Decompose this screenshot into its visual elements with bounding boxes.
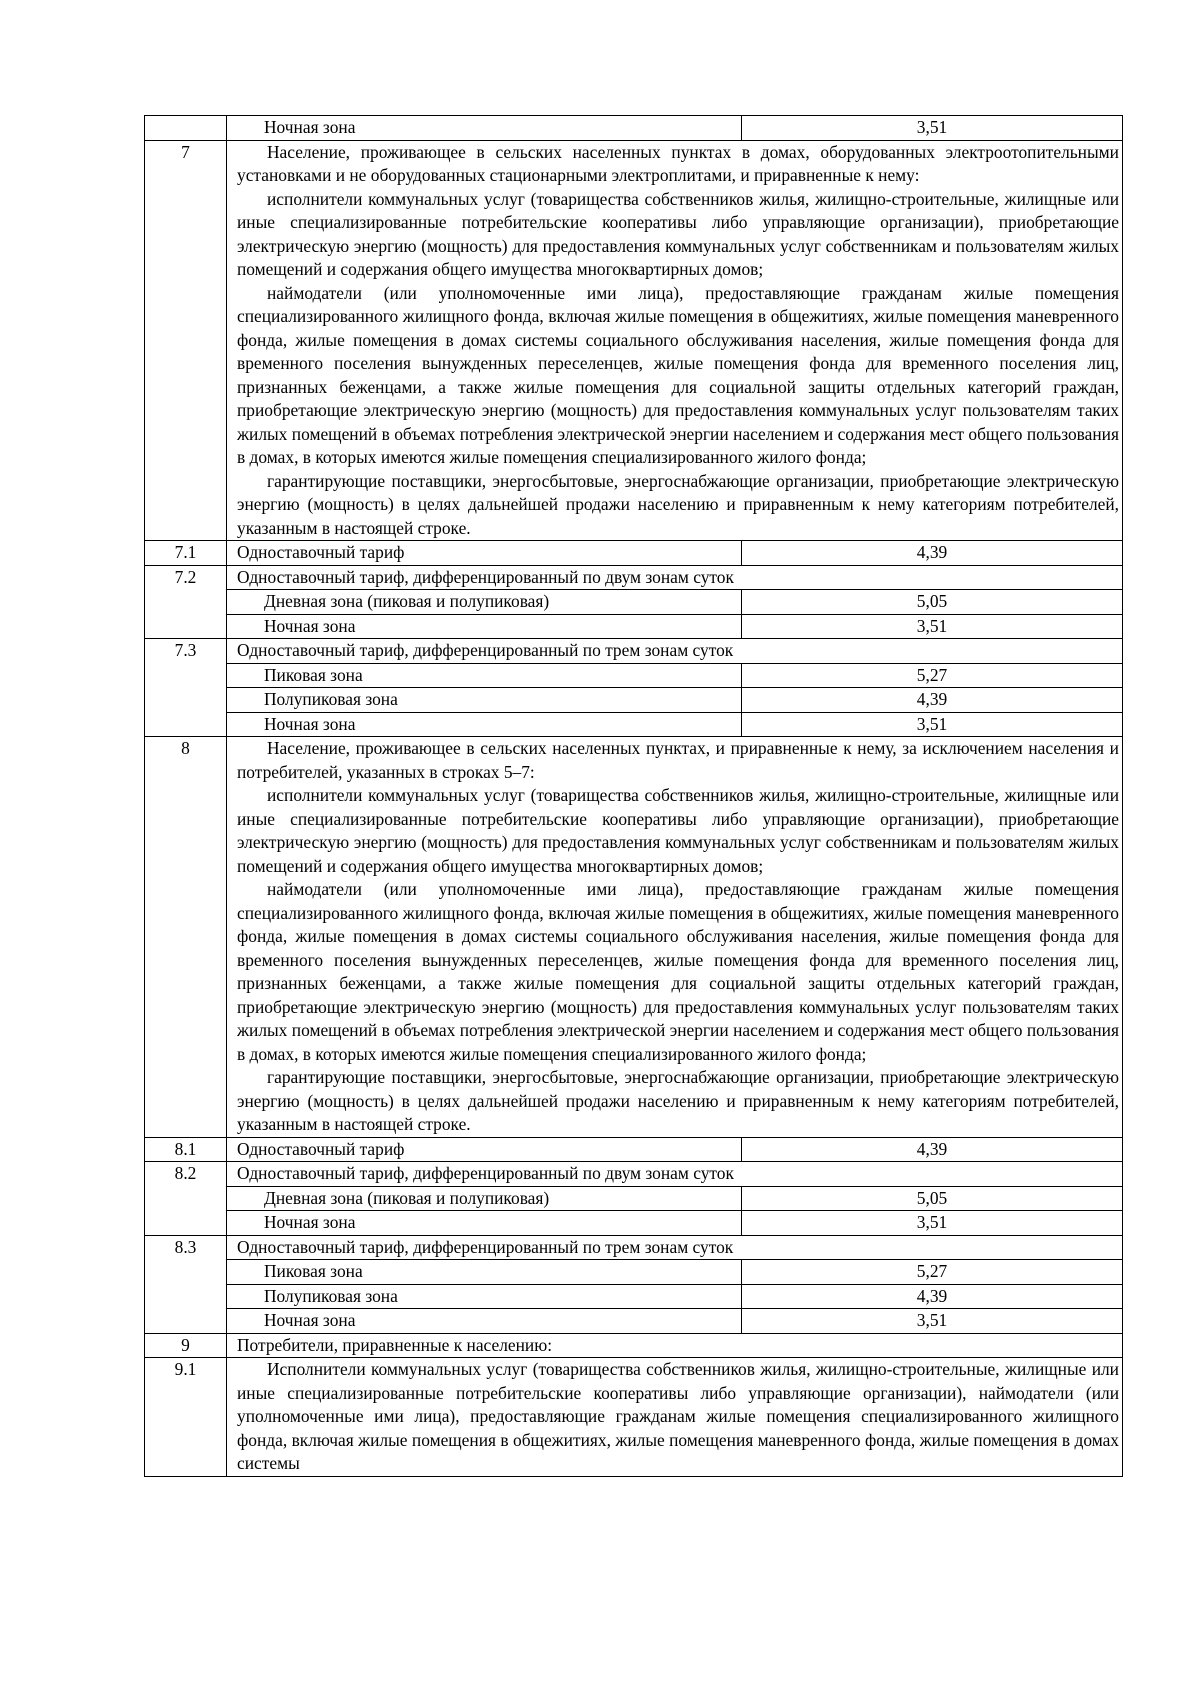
zone-label: Пиковая зона [227, 1260, 742, 1285]
zone-label: Ночная зона [227, 116, 742, 141]
table-row [145, 1284, 1123, 1309]
tariff-value: 5,05 [742, 1186, 1123, 1211]
row-number: 8.3 [145, 1235, 227, 1333]
tariff-value: 4,39 [742, 688, 1123, 713]
table-row [145, 663, 1123, 688]
tariff-table [144, 115, 1123, 1477]
zone-label: Ночная зона [227, 614, 742, 639]
zone-label: Полупиковая зона [227, 688, 742, 713]
zone-label: Ночная зона [227, 712, 742, 737]
tariff-value: 5,27 [742, 663, 1123, 688]
row-number: 8.2 [145, 1162, 227, 1236]
tariff-value: 3,51 [742, 116, 1123, 141]
tariff-value: 4,39 [742, 1284, 1123, 1309]
tariff-value: 3,51 [742, 1211, 1123, 1236]
table-row [145, 1358, 1123, 1477]
zone-label: Дневная зона (пиковая и полупиковая) [227, 1186, 742, 1211]
table-row [145, 1309, 1123, 1334]
row-description [227, 140, 1123, 541]
table-row [145, 140, 1123, 541]
table-row [145, 737, 1123, 1138]
table-row [145, 1137, 1123, 1162]
table-row [145, 639, 1123, 664]
paragraph: Исполнители коммунальных услуг (товарищества собственников жилья, жилищно-строительные, жилищные или иные специализированные потребительские кооперативы либо управляющие организации), наймодатели (или уполномоченные ими лица), предоставляющие гражданам жилые помещения специализированного жилищного фонда, включая жилые помещения в общежитиях, жилые помещения маневренного фонда, жилые помещения в домах системы [237, 1359, 1119, 1473]
row-number: 7.2 [145, 565, 227, 639]
tariff-label: Одноставочный тариф [227, 1137, 742, 1162]
table-row [145, 1211, 1123, 1236]
tariff-label: Одноставочный тариф [227, 541, 742, 566]
table-row [145, 1260, 1123, 1285]
tariff-value: 4,39 [742, 1137, 1123, 1162]
tariff-value: 5,27 [742, 1260, 1123, 1285]
row-number: 7.3 [145, 639, 227, 737]
tariff-value: 3,51 [742, 1309, 1123, 1334]
tariff-value: 4,39 [742, 541, 1123, 566]
paragraph: гарантирующие поставщики, энергосбытовые, энергоснабжающие организации, приобретающие электрическую энергию (мощность) в целях дальнейшей продажи населению и приравненным к нему категориям потребителей, указанным в настоящей строке. [237, 1067, 1119, 1134]
paragraph: гарантирующие поставщики, энергосбытовые, энергоснабжающие организации, приобретающие электрическую энергию (мощность) в целях дальнейшей продажи населению и приравненным к нему категориям потребителей, указанным в настоящей строке. [237, 470, 1119, 538]
table-row [145, 614, 1123, 639]
table-row [145, 565, 1123, 590]
row-number: 8 [145, 737, 227, 1138]
row-description [227, 1358, 1123, 1477]
table-row [145, 688, 1123, 713]
zone-label: Полупиковая зона [227, 1284, 742, 1309]
paragraph: Население, проживающее в сельских населенных пунктах, и приравненные к нему, за исключением населения и потребителей, указанных в строках 5–7: [237, 738, 1119, 782]
tariff-value: 3,51 [742, 712, 1123, 737]
tariff-value: 5,05 [742, 590, 1123, 615]
row-number: 7.1 [145, 541, 227, 566]
paragraph: наймодатели (или уполномоченные ими лица), предоставляющие гражданам жилые помещения специализированного жилищного фонда, включая жилые помещения в общежитиях, жилые помещения маневренного фонда, жилые помещения в домах системы социального обслуживания населения, жилые помещения фонда для временного поселения вынужденных переселенцев, жилые помещения фонда для временного поселения лиц, признанных беженцами, а также жилые помещения для социальной защиты отдельных категорий граждан, приобретающие электрическую энергию (мощность) для предоставления коммунальных услуг пользователям таких жилых помещений в объемах потребления электрической энергии населением и содержания мест общего пользования в домах, в которых имеются жилые помещения специализированного жилого фонда; [237, 879, 1119, 1064]
row-number: 9.1 [145, 1358, 227, 1477]
tariff-label: Одноставочный тариф, дифференцированный по двум зонам суток [227, 1162, 1123, 1187]
paragraph: Население, проживающее в сельских населенных пунктах в домах, оборудованных электроотопительными установками и не оборудованных стационарными электроплитами, и приравненные к нему: [237, 141, 1119, 185]
table-row [145, 712, 1123, 737]
paragraph: исполнители коммунальных услуг (товарищества собственников жилья, жилищно-строительные, жилищные или иные специализированные потребительские кооперативы либо управляющие организации), приобретающие электрическую энергию (мощность) для предоставления коммунальных услуг собственникам и пользователям жилых помещений и содержания общего имущества многоквартирных домов; [237, 785, 1119, 876]
paragraph: наймодатели (или уполномоченные ими лица), предоставляющие гражданам жилые помещения специализированного жилищного фонда, включая жилые помещения в общежитиях, жилые помещения маневренного фонда, жилые помещения в домах системы социального обслуживания населения, жилые помещения фонда для временного поселения вынужденных переселенцев, жилые помещения фонда для временного поселения лиц, признанных беженцами, а также жилые помещения для социальной защиты отдельных категорий граждан, приобретающие электрическую энергию (мощность) для предоставления коммунальных услуг пользователям таких жилых помещений в объемах потребления электрической энергии населением и содержания мест общего пользования в домах, в которых имеются жилые помещения специализированного жилого фонда; [237, 282, 1119, 467]
zone-label: Ночная зона [227, 1211, 742, 1236]
section-label: Потребители, приравненные к населению: [227, 1333, 1123, 1358]
table-row [145, 1186, 1123, 1211]
table-row [145, 590, 1123, 615]
table-row [145, 541, 1123, 566]
table-row [145, 1235, 1123, 1260]
zone-label: Пиковая зона [227, 663, 742, 688]
row-number [145, 116, 227, 141]
table-row [145, 116, 1123, 141]
tariff-label: Одноставочный тариф, дифференцированный по двум зонам суток [227, 565, 1123, 590]
table-row [145, 1333, 1123, 1358]
row-number: 9 [145, 1333, 227, 1358]
zone-label: Дневная зона (пиковая и полупиковая) [227, 590, 742, 615]
row-description [227, 737, 1123, 1138]
zone-label: Ночная зона [227, 1309, 742, 1334]
tariff-label: Одноставочный тариф, дифференцированный по трем зонам суток [227, 1235, 1123, 1260]
row-number: 8.1 [145, 1137, 227, 1162]
tariff-label: Одноставочный тариф, дифференцированный по трем зонам суток [227, 639, 1123, 664]
row-number: 7 [145, 140, 227, 541]
table-row [145, 1162, 1123, 1187]
tariff-value: 3,51 [742, 614, 1123, 639]
paragraph: исполнители коммунальных услуг (товарищества собственников жилья, жилищно-строительные, жилищные или иные специализированные потребительские кооперативы либо управляющие организации), приобретающие электрическую энергию (мощность) для предоставления коммунальных услуг собственникам и пользователям жилых помещений и содержания общего имущества многоквартирных домов; [237, 188, 1119, 279]
